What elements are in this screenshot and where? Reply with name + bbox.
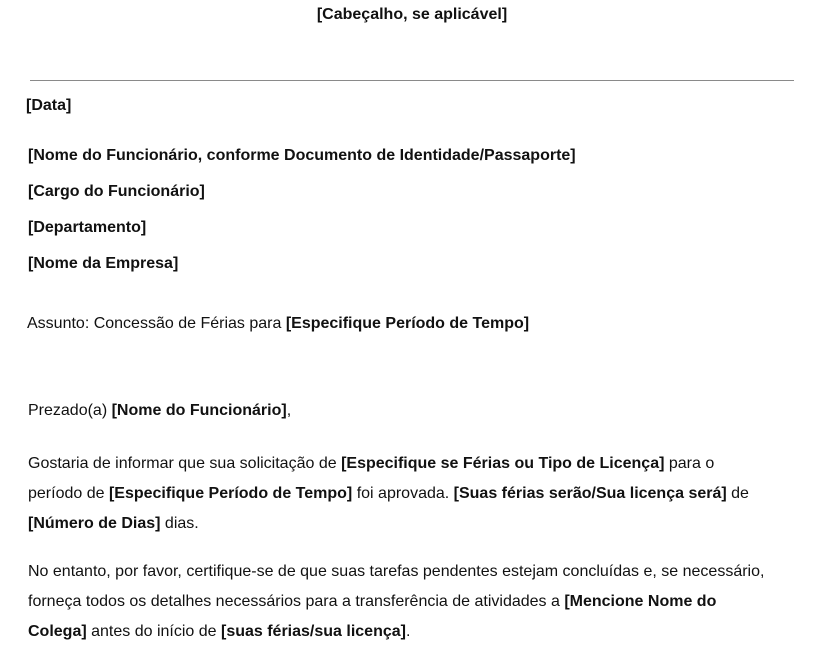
salutation xyxy=(28,402,291,420)
recipient-department: [Departamento] xyxy=(28,219,147,236)
salutation-suffix: , xyxy=(286,402,292,419)
letter-date: [Data] xyxy=(26,97,72,114)
recipient-name: [Nome do Funcionário, conforme Documento de Identidade/Passaporte] xyxy=(28,147,576,164)
paragraph-handover xyxy=(28,557,768,647)
recipient-position: [Cargo do Funcionário] xyxy=(28,183,205,200)
paragraph-text: No entanto, por favor, certifique-se de que suas tarefas pendentes estejam concluídas e, se necessário, forneça todos os detalhes necessários para a transferência de atividades a xyxy=(28,563,765,610)
placeholder-period: [Especifique Período de Tempo] xyxy=(108,485,353,502)
header-divider xyxy=(30,80,794,81)
placeholder-leave-type: [Especifique se Férias ou Tipo de Licença] xyxy=(341,455,665,472)
paragraph-text: para o período de xyxy=(28,455,715,502)
subject-line xyxy=(27,315,529,333)
placeholder-days: [Número de Dias] xyxy=(28,515,161,532)
paragraph-text: de xyxy=(726,485,749,502)
paragraph-text: dias. xyxy=(160,515,199,532)
placeholder-colleague: [Mencione Nome do Colega] xyxy=(28,593,717,640)
paragraph-text: . xyxy=(405,623,411,640)
paragraph-text: antes do início de xyxy=(86,623,221,640)
placeholder-leave-phrase: [Suas férias serão/Sua licença será] xyxy=(453,485,727,502)
subject-period: [Especifique Período de Tempo] xyxy=(285,315,530,332)
recipient-company: [Nome da Empresa] xyxy=(28,255,179,272)
paragraph-text: foi aprovada. xyxy=(352,485,454,502)
recipient-block xyxy=(28,146,576,290)
placeholder-leave-start: [suas férias/sua licença] xyxy=(220,623,406,640)
salutation-name: [Nome do Funcionário] xyxy=(111,402,287,419)
paragraph-approval xyxy=(28,449,768,539)
salutation-prefix: Prezado(a) xyxy=(28,402,112,419)
letter-header: [Cabeçalho, se aplicável] xyxy=(316,6,508,23)
paragraph-text: Gostaria de informar que sua solicitação de xyxy=(28,455,342,472)
subject-prefix: Assunto: Concessão de Férias para xyxy=(27,315,286,332)
